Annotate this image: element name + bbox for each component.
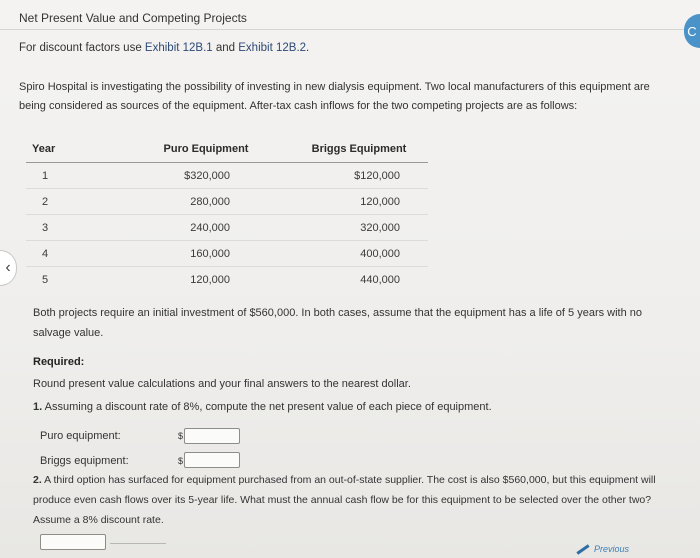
briggs-equipment-label: Briggs equipment: [40, 455, 129, 467]
exhibit-12b1-link[interactable]: Exhibit 12B.1 [144, 42, 213, 54]
question-1 [33, 401, 492, 413]
discount-prefix: For discount factors use [19, 42, 145, 54]
cell-puro: $320,000 [122, 163, 290, 189]
header-year: Year [26, 136, 122, 163]
required-heading: Required: [33, 356, 85, 368]
header-puro: Puro Equipment [122, 136, 290, 163]
discount-suffix: . [306, 42, 310, 54]
table-row [26, 163, 428, 189]
investment-note: Both projects require an initial investment of $560,000. In both cases, assume that the equipment has a life of 5 years with no salvage value. [33, 307, 643, 339]
cell-puro: 240,000 [122, 215, 290, 241]
table-row [26, 189, 428, 215]
discount-factor-note [19, 42, 309, 54]
pencil-icon [576, 544, 589, 554]
question-2 [33, 470, 673, 530]
header-briggs: Briggs Equipment [290, 136, 428, 163]
previous-label: Previous [594, 544, 630, 554]
cell-puro: 280,000 [122, 189, 290, 215]
annual-cash-flow-input[interactable] [40, 534, 106, 550]
exhibit-12b2-link[interactable]: Exhibit 12B.2 [238, 42, 307, 54]
rounding-instruction: Round present value calculations and your final answers to the nearest dollar. [33, 378, 411, 390]
table-header-row [26, 136, 428, 163]
cell-year: 3 [26, 215, 122, 241]
table-row [26, 267, 428, 293]
title-divider [0, 29, 684, 30]
cell-year: 5 [42, 273, 49, 286]
problem-title: Net Present Value and Competing Projects [19, 11, 247, 25]
cell-puro: 120,000 [190, 273, 230, 286]
table-row [26, 215, 428, 241]
puro-equipment-label: Puro equipment: [40, 430, 121, 442]
table-row [26, 241, 428, 267]
problem-intro: Spiro Hospital is investigating the possibility of investing in new dialysis equipment. Two local manufacturers of this equipment are being considered as sources of the equipment. After-tax cash inflows for the two competing projects are as follows: [19, 81, 650, 112]
cell-briggs: 120,000 [290, 189, 428, 215]
question-1-text: Assuming a discount rate of 8%, compute the net present value of each piece of equipment. [42, 401, 492, 413]
tab-letter-icon: C [687, 23, 697, 39]
right-side-tab[interactable] [684, 14, 700, 48]
cell-year: 1 [26, 163, 122, 189]
question-2-text: A third option has surfaced for equipment purchased from an out-of-state supplier. The cost is also $560,000, but this equipment will produce even cash flows over its 5-year life. What must the annual cash flow be for this equipment to be selected over the other two? Assume a 8% discount rate. [33, 474, 656, 526]
answer-underline [110, 543, 166, 544]
previous-button[interactable] [576, 544, 629, 554]
question-2-number: 2. [33, 474, 42, 486]
cell-briggs: 440,000 [360, 273, 400, 286]
cell-briggs: $120,000 [290, 163, 428, 189]
briggs-currency-sign: $ [178, 456, 184, 466]
puro-npv-input[interactable] [184, 428, 240, 444]
discount-and: and [212, 42, 239, 54]
cash-inflow-table [26, 136, 428, 292]
cell-year: 2 [26, 189, 122, 215]
question-1-number: 1. [33, 401, 43, 413]
cell-briggs: 400,000 [290, 241, 428, 267]
briggs-npv-input[interactable] [184, 452, 240, 468]
chevron-left-icon: ‹ [5, 259, 11, 276]
cell-briggs: 320,000 [290, 215, 428, 241]
puro-currency-sign: $ [178, 431, 184, 441]
cell-puro: 160,000 [122, 241, 290, 267]
cell-year: 4 [26, 241, 122, 267]
back-arrow-tab[interactable] [0, 250, 17, 286]
